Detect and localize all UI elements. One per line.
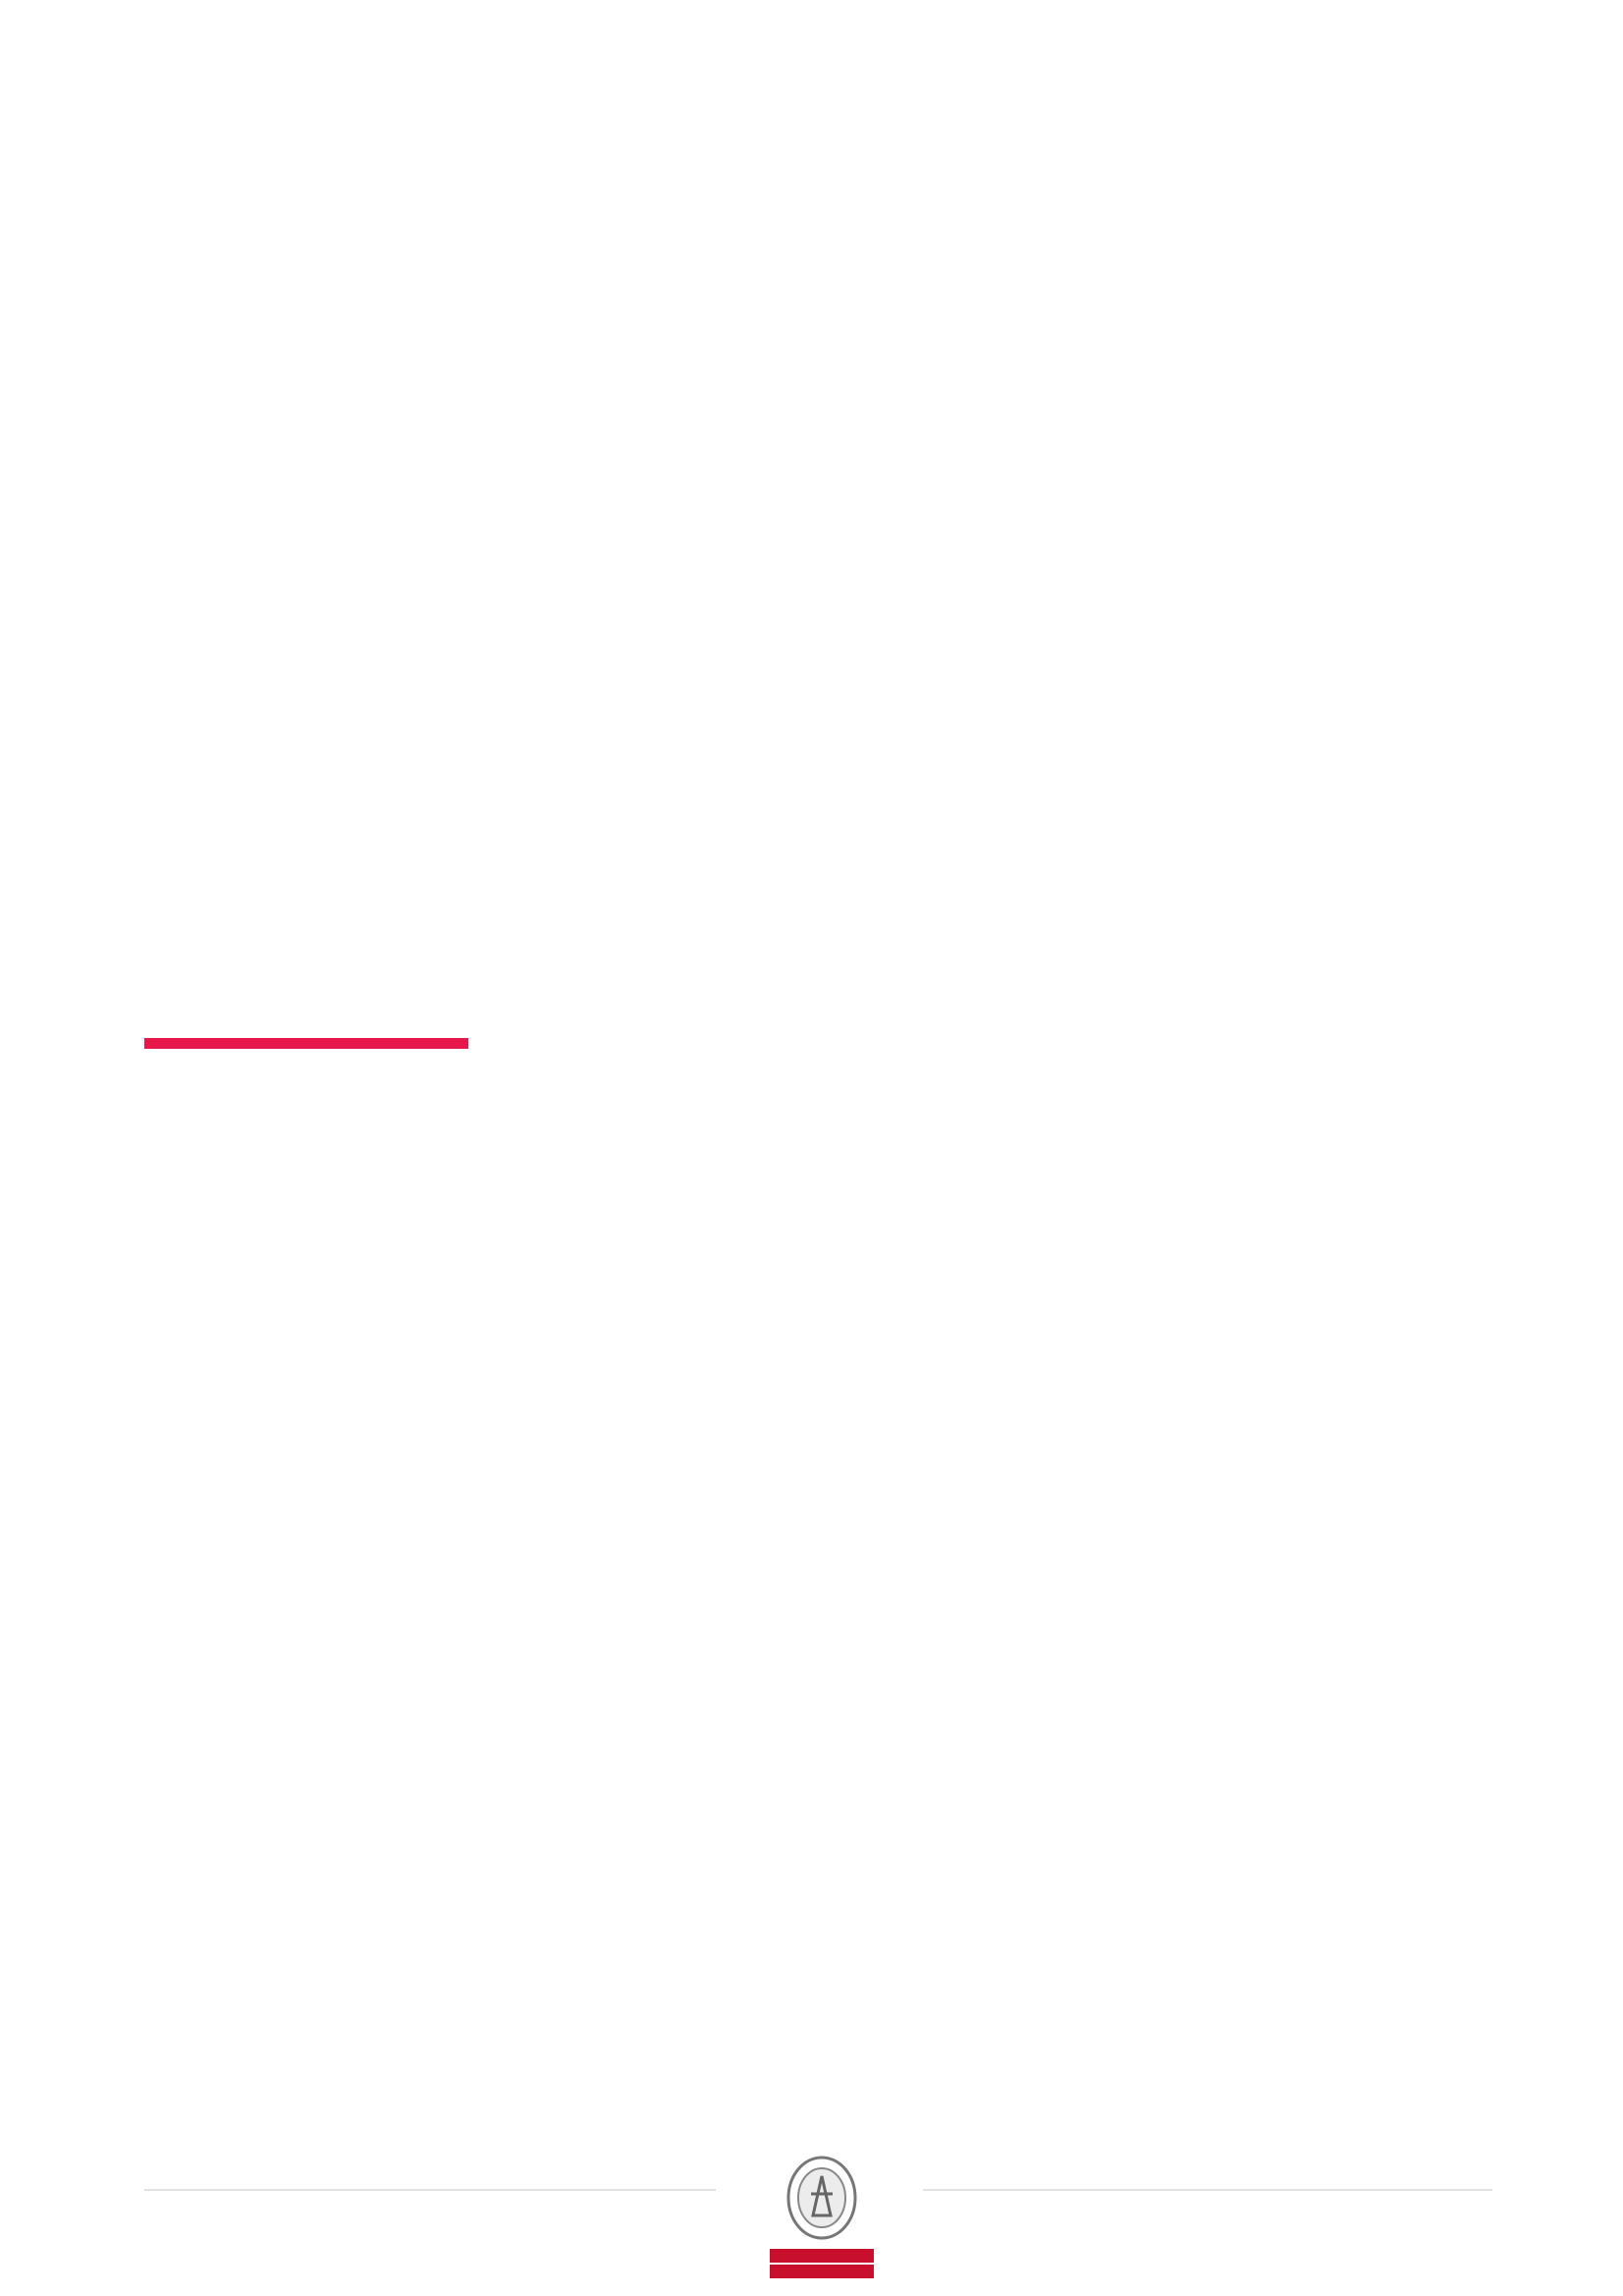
bureau-veritas-logo <box>770 2155 874 2282</box>
footer-rule-right <box>923 2189 1492 2191</box>
footer-rule-left <box>144 2189 716 2191</box>
logo-band-bottom <box>770 2265 874 2278</box>
chapter-accent-bar <box>144 1038 468 1049</box>
logo-band-top <box>770 2249 874 2263</box>
